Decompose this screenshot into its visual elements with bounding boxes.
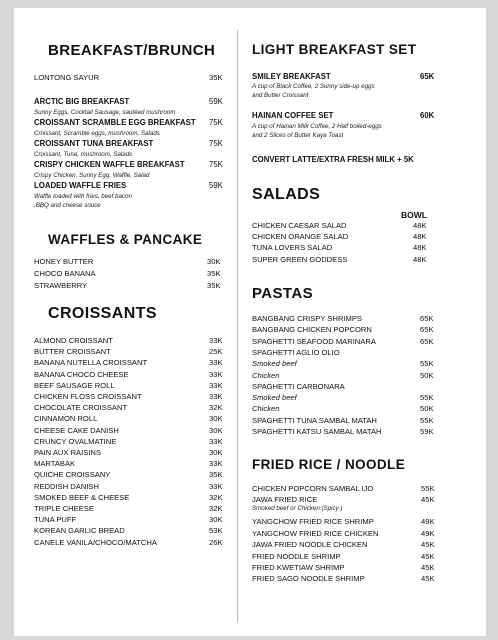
item-price: 32K: [209, 504, 223, 513]
item-price: 33K: [209, 369, 223, 379]
item-name: JAWA FRIED RICE: [252, 495, 318, 505]
item-name: BEEF SAUSAGE ROLL: [34, 380, 115, 390]
item-price: 33K: [209, 436, 223, 446]
item-description: A cup of Hainan Milk Coffee, 2 Half boiled-eggs: [252, 123, 382, 130]
item-price: 65K: [420, 314, 434, 323]
section-title-breakfast: BREAKFAST/BRUNCH: [48, 42, 216, 59]
item-name: Chicken: [252, 370, 280, 380]
item-price: 65K: [420, 325, 434, 335]
section-title-pastas: PASTAS: [252, 285, 314, 302]
item-name: TUNA LOVERS SALAD: [252, 243, 333, 253]
section-title-waffles: WAFFLES & PANCAKE: [48, 232, 203, 247]
item-price: 50K: [420, 370, 434, 380]
item-name: FRIED NOODLE SHRIMP: [252, 551, 341, 561]
item-name: SPAGHETTI SEAFOOD MARINARA: [252, 336, 376, 346]
item-price: 48K: [413, 254, 427, 264]
item-name: BANGBANG CRISPY SHRIMPS: [252, 314, 362, 323]
item-name: CHICKEN FLOSS CROISSANT: [34, 392, 142, 401]
item-price: 45K: [421, 551, 435, 561]
item-name: BANGBANG CHICKEN POPCORN: [252, 325, 372, 335]
item-name: TRIPLE CHEESE: [34, 504, 94, 513]
item-name: JAWA FRIED NOODLE CHICKEN: [252, 540, 368, 550]
item-name: MARTABAK: [34, 459, 76, 469]
item-price: 35K: [209, 470, 223, 480]
item-name: ALMOND CROISSANT: [34, 336, 113, 345]
item-name: Smoked beef: [252, 359, 297, 369]
section-title-salads: SALADS: [252, 186, 321, 203]
item-name: YANGCHOW FRIED RICE SHRIMP: [252, 517, 374, 527]
item-description: ,BBQ and cheese souce: [34, 202, 101, 209]
item-name: CANELE VANILA/CHOCO/MATCHA: [34, 537, 157, 547]
item-description: Crispy Chicken, Sunny Egg, Waffle, Salad: [34, 172, 150, 179]
item-price: 65K: [420, 336, 434, 346]
item-name: CHEESE CAKE DANISH: [34, 425, 119, 435]
item-price: 33K: [209, 336, 223, 345]
item-price: 33K: [209, 392, 223, 401]
item-price: 32K: [209, 403, 223, 413]
item-name: FRIED KWETIAW SHRIMP: [252, 563, 345, 572]
item-name: SMOKED BEEF & CHEESE: [34, 492, 130, 502]
item-price: 45K: [421, 495, 435, 505]
item-name: CHOCOLATE CROISSANT: [34, 403, 128, 413]
section-title-croissants: CROISSANTS: [48, 305, 157, 322]
item-price: 48K: [413, 221, 427, 230]
item-name: SPAGHETTI CARBONARA: [252, 381, 345, 391]
item-name: CHICKEN ORANGE SALAD: [252, 232, 349, 242]
item-name: TUNA PUFF: [34, 515, 77, 525]
item-price: 30K: [209, 515, 223, 525]
item-name: BANANA NUTELLA CROISSANT: [34, 358, 148, 368]
item-price: 33K: [209, 358, 223, 368]
item-description: Croissant, Tuna, mushroom, Salads: [34, 151, 133, 158]
item-price: 30K: [209, 414, 223, 424]
item-name: CHICKEN POPCORN SAMBAL IJO: [252, 484, 374, 493]
item-price: 49K: [421, 517, 435, 527]
item-name: FRIED SAGO NOODLE SHRIMP: [252, 574, 365, 584]
item-name: SPAGHETTI TUNA SAMBAL MATAH: [252, 415, 377, 425]
item-price: 45K: [421, 540, 435, 550]
section-title-light-breakfast: LIGHT BREAKFAST SET: [252, 42, 417, 57]
bowl-column-header: BOWL: [401, 210, 427, 220]
item-price: 55K: [420, 393, 434, 403]
item-name: Chicken: [252, 404, 280, 414]
item-price: 33K: [209, 481, 223, 491]
item-price: 59K: [420, 427, 434, 436]
item-name: REDDISH DANISH: [34, 481, 99, 491]
item-price: 26K: [209, 537, 223, 547]
item-description: Croissant, Scramble eggs, mushroom, Salads: [34, 130, 160, 137]
item-name: CINNAMON ROLL: [34, 414, 98, 424]
item-name: YANGCHOW FRIED RICE CHICKEN: [252, 528, 379, 538]
item-price: 49K: [421, 528, 435, 538]
item-price: 55K: [421, 484, 435, 493]
item-price: 48K: [413, 243, 427, 253]
item-name: SPAGHETTI AGLIO OLIO: [252, 347, 340, 357]
item-name: Smoked beef: [252, 393, 297, 403]
item-price: 50K: [420, 404, 434, 414]
item-price: 48K: [413, 232, 427, 242]
item-name: CHICKEN CAESAR SALAD: [252, 221, 347, 230]
item-price: 30K: [209, 448, 223, 457]
item-price: 55K: [420, 359, 434, 369]
item-description: Sunny Eggs, Cocktail Sausage, sautéed mushroom: [34, 109, 176, 116]
item-name: CRUNCY OVALMATINE: [34, 436, 117, 446]
item-name: PAIN AUX RAISINS: [34, 448, 101, 457]
item-price: 45K: [421, 563, 435, 572]
item-price: 53K: [209, 526, 223, 536]
item-price: 25K: [209, 347, 223, 357]
item-price: 33K: [209, 459, 223, 469]
item-name: QUICHE CROISSANY: [34, 470, 111, 480]
item-name: BUTTER CROISSANT: [34, 347, 111, 357]
item-description: and Butter Croissant: [252, 92, 309, 99]
item-price: 45K: [421, 574, 435, 584]
item-name: SUPER GREEN GODDESS: [252, 254, 348, 264]
right-column: LIGHT BREAKFAST SET SMILEY BREAKFAST 65K A cup of Black Coffee, 2 Sunny side-up eggs and Butter Croissant HAINAN COFFEE SET 60K A cup of Hainan Milk Coffee, 2 Half boiled-eggs and 2 Slices of Butter Kaya Toast CONVERT LATTE/EXTRA FRESH MILK + 5K SALADS BOWL CHICKEN CAESAR SALAD 48K CHICKEN ORANGE SALAD 48K TUNA LOVERS SALAD 48K SUPER GREEN GODDESS 48K PASTAS BANGBANG CRISPY SHRIMPS 65K BANGBANG CHICKEN POPCORN 65K SPAGHETTI SEAFOOD MARINARA 65K SPAGHETTI AGLIO OLIO Smoked beef 55K Chicken 50K SPAGHETTI CARBONARA Smoked beef 55K Chicken 50K SPAGHETTI TUNA SAMBAL MATAH 55K SPAGHETTI KATSU SAMBAL MATAH 59K FRIED RICE / NOODLE CHICKEN POPCORN SAMBAL IJO 55K JAWA FRIED RICE 45K Smoked beef or Chicken (Spicy ) YANGCHOW FRIED RICE SHRIMP 49K YANGCHOW FRIED RICE CHICKEN 49K JAWA FRIED NOODLE CHICKEN 45K FRIED NOODLE SHRIMP 45K FRIED KWETIAW SHRIMP 45K FRIED SAGO NOODLE SHRIMP 45K: [252, 42, 435, 584]
item-name: SPAGHETTI KATSU SAMBAL MATAH: [252, 427, 382, 436]
item-price: 55K: [420, 415, 434, 425]
item-description: Waffle loaded with fries, beef bacon: [34, 193, 132, 200]
item-price: 30K: [209, 425, 223, 435]
item-name: KOREAN GARLIC BREAD: [34, 526, 125, 536]
item-description: Smoked beef or Chicken (Spicy ): [252, 505, 343, 513]
item-description: A cup of Black Coffee, 2 Sunny side-up eggs: [252, 83, 375, 90]
left-column: BREAKFAST/BRUNCH LONTONG SAYUR 35K ARCTIC BIG BREAKFAST 59K Sunny Eggs, Cocktail Sausage, sautéed mushroom CROISSANT SCRAMBLE EGG BREAKFAST 75K Croissant, Scramble eggs, mushroom, Salads CROISSANT TUNA BREAKFAST 75K Croissant, Tuna, mushroom, Salads CRISPY CHICKEN WAFFLE BREAKFAST 75K Crispy Chicken, Sunny Egg, Waffle, Salad LOADED WAFFLE FRIES 59K Waffle loaded with fries, beef bacon ,BBQ and cheese souce WAFFLES & PANCAKE HONEY BUTTER 30K CHOCO BANANA 35K STRAWBERRY 35K CROISSANTS ALMOND CROISSANT 33K BUTTER CROISSANT 25K BANANA NUTELLA CROISSANT 33K BANANA CHOCO CHEESE 33K BEEF SAUSAGE ROLL 33K CHICKEN FLOSS CROISSANT 33K CHOCOLATE CROISSANT 32K CINNAMON ROLL 30K CHEESE CAKE DANISH 30K CRUNCY OVALMATINE 33K PAIN AUX RAISINS 30K MARTABAK 33K QUICHE CROISSANY 35K REDDISH DANISH 33K SMOKED BEEF & CHEESE 32K TRIPLE CHEESE 32K TUNA PUFF 30K KOREAN GARLIC BREAD 53K CANELE VANILA/CHOCO/MATCHA 26K: [34, 42, 223, 547]
item-price: 32K: [209, 492, 223, 502]
item-name: BANANA CHOCO CHEESE: [34, 369, 129, 379]
item-price: 33K: [209, 380, 223, 390]
item-description: and 2 Slices of Butter Kaya Toast: [252, 132, 344, 139]
section-title-fried-rice-noodle: FRIED RICE / NOODLE: [252, 457, 406, 472]
